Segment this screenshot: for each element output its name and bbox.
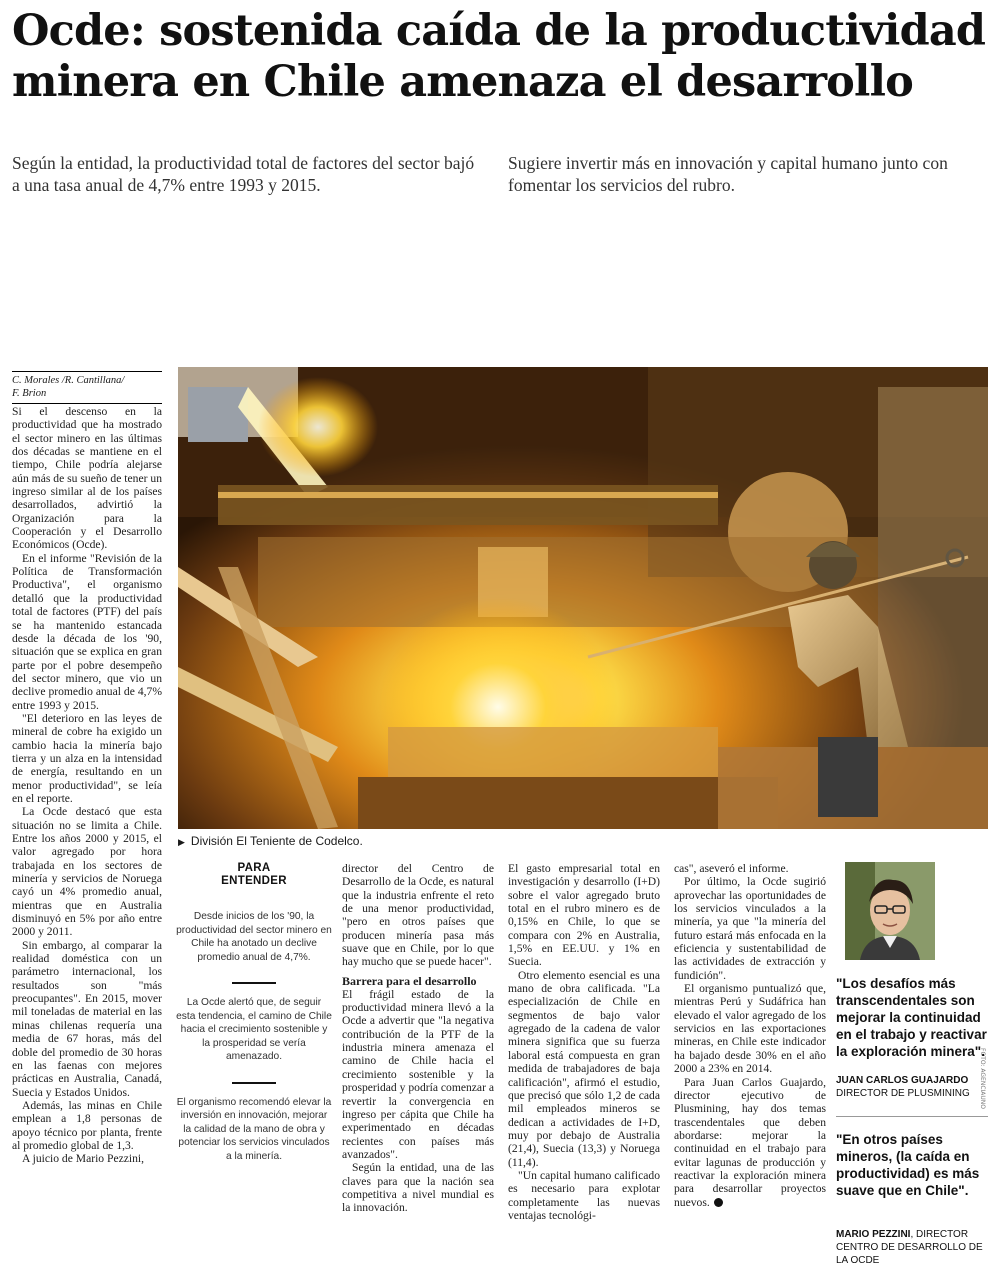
avatar [845,862,935,960]
pull-quote: "En otros países mineros, (la caída en productividad) es más suave que en Chile". [836,1132,980,1198]
sidebar-title-cont: ENTENDER [221,875,287,887]
paragraph [674,1076,826,1209]
sidebar-item: Desde inicios de los '90, la productividad del sector minero en Chile ha anotado un declive promedio anual de 4,7%. [176,911,332,963]
paragraph: Por último, la Ocde sugirió aprovechar las oportunidades de los servicios vinculados a la minería, ya que "la minería del futuro estará más enfocada en la eficiencia y sustentabilidad de las actividades de extracción y fundición". [674,875,826,982]
body-column-1 [12,405,162,1281]
body-column-2 [342,862,494,1282]
paragraph: Sin embargo, al comparar la realidad doméstica con un parámetro internacional, los resultados son "más preocupantes". En 2015, mover mil toneladas de material en las minas chilenas requería una media de 67 horas, más del doble del promedio de 30 horas en las faenas con mejores prácticas en Australia, Canadá, Suecia y Estados Unidos. [12,938,162,1099]
pull-quote: "Los desafíos más transcendentales son mejorar la continuidad en el trabajo y reactivar la exploración minera". [836,976,987,1059]
paragraph: cas", aseveró el informe. [674,862,789,875]
quote-author-role: DIRECTOR DE PLUSMINING [836,1088,970,1099]
portrait-icon [845,862,935,960]
sidebar-divider [232,982,276,984]
sidebar-divider [232,1082,276,1084]
byline-authors: C. Morales /R. Cantillana/ [12,375,125,386]
paragraph: El frágil estado de la productividad minera llevó a la Ocde a advertir que "la negativa contribución de la PTF de la industria minera amenaza el camino de Chile hacia el crecimiento sostenible y la prosperidad y podría comenzar a revertir la convergencia en ingreso per cápita que Chile ha experimentado en décadas recientes con países más avanzados". [342,987,494,1161]
headline: Ocde: sostenida caída de la productividad minera en Chile amenaza el desarrollo [12,6,986,107]
paragraph: Además, las minas en Chile emplean a 1,8 personas de apoyo técnico por planta, frente al promedio global de 1,3. [12,1098,162,1152]
quote-author-role: , DIRECTOR CENTRO DE DESARROLLO DE LA OCDE [836,1229,983,1266]
sidebar-title: PARA [237,862,271,874]
quote-attribution [836,1228,996,1267]
para-entender-sidebar [176,862,332,1163]
paragraph: A juicio de Mario Pezzini, [22,1152,145,1166]
sidebar-item: La Ocde alertó que, de seguir esta tendencia, el camino de Chile hacia el crecimiento sostenible y la prosperidad se vería amenazado. [176,997,332,1062]
byline [12,371,162,404]
paragraph: Según la entidad, una de las claves para que la nación sea competitiva a nivel mundial es la innovación. [342,1161,494,1215]
caption-text: División El Teniente de Codelco. [190,834,363,848]
photo-credit: FOTO: AGENCIAUNO [979,1048,986,1109]
quote-author-name: JUAN CARLOS GUAJARDO [836,1075,969,1086]
byline-authors-cont: F. Brion [12,388,47,399]
paragraph: El gasto empresarial total en investigación y desarrollo (I+D) sobre el valor agregado bruto total en el rubro minero es de 0,15% en Chile, lo que se compara con 2% en Australia, 1,5% en EE.UU. y 1% en Suecia. [508,862,660,969]
smelter-photo-illustration [178,367,988,829]
quote-author-name: MARIO PEZZINI [836,1229,911,1240]
body-column-3 [508,862,660,1282]
caption-marker-icon: ▶ [178,837,185,847]
quote-divider [836,1116,988,1117]
paragraph: director del Centro de Desarrollo de la Ocde, es natural que la industria enfrente el reto de una menor productividad, "pero en otros países que producen minería pasa más suave que en Chile, por lo que hay mucho que se puede hacer". [342,862,494,969]
paragraph: "El deterioro en las leyes de mineral de cobre ha exigido un cambio hacia la minería bajo tierra y un alza en la intensidad de energía, resultando en un menor productividad", se leía en el reporte. [12,711,162,805]
paragraph: "Un capital humano calificado es necesario para explotar completamente las nuevas ventajas tecnológi- [508,1168,660,1222]
body-column-4 [674,862,826,1282]
paragraph: En el informe "Revisión de la Política de Transformación Productiva", el organismo detalló que la productividad total de factores (PTF) del país se ha mantenido estancada desde la década de los '90, situación que se explica en gran parte por el pobre desempeño del sector minero, que vio un declive promedio anual de 4,7% entre 1993 y 2015. [12,551,162,712]
section-subheading: Barrera para el desarrollo [342,973,477,988]
photo-caption [178,834,363,848]
deck-right: Sugiere invertir más en innovación y capital humano junto con fomentar los servicios del rubro. [508,153,948,195]
paragraph: El organismo puntualizó que, mientras Perú y Sudáfrica han elevado el valor agregado de los servicios en las exportaciones mineras, en Chile este indicador ha bajado desde 30% en el año 2000 a 23% en 2014. [674,982,826,1076]
paragraph: La Ocde destacó que esta situación no se limita a Chile. Entre los años 2000 y 2015, el valor agregado por hora trabajada en los sectores de minería y servicios de Noruega cayó un 4% promedio anual, mientras que en Australia disminuyó en 5% por año entre 2000 y 2011. [12,805,162,939]
paragraph-text: Para Juan Carlos Guajardo, director ejecutivo de Plusmining, hay dos temas trascendentales que deben abordarse: mejorar la continuidad en el trabajo para evitar lagunas de producción y reactivar la exploración minera para desarrollar proyectos nuevos. [674,1075,826,1209]
sidebar-item: El organismo recomendó elevar la inversión en innovación, mejorar la calidad de la mano de obra y potenciar los servicios vinculados a la minería. [176,1096,332,1162]
paragraph: Si el descenso en la productividad que ha mostrado el sector minero en las últimas dos décadas se mantiene en el tiempo, Chile podría alejarse aún más de su sueño de tener un ingreso similar al de los países desarrollados, advirtió la Organización para la Cooperación y el Desarrollo Económicos (Ocde). [12,405,162,552]
deck-left: Según la entidad, la productividad total de factores del sector bajó a una tasa anual de 4,7% entre 1993 y 2015. [12,153,475,195]
quote-attribution [836,1074,996,1100]
paragraph: Otro elemento esencial es una mano de obra calificada. "La especialización de Chile en segmentos de bajo valor agregado de la cadena de valor minera significa que su fuerza laboral está compuesta en gran medida de trabajadores de baja calificación", afirmó el estudio, que precisó que sólo 1,2 de cada mil empleados mineros se dedican a actividades de I+D, muy por debajo de Australia (21,4), Suecia (13,3) y Noruega (11,4). [508,968,660,1169]
end-of-article-icon [714,1198,723,1207]
